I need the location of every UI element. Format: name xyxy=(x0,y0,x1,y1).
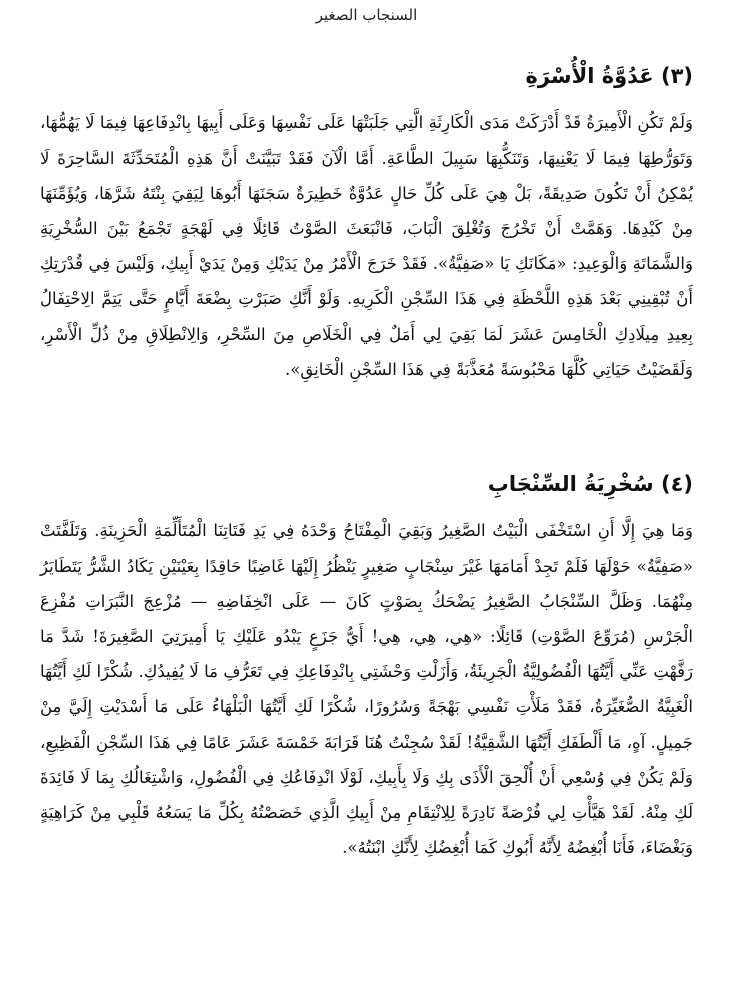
section-heading: (٣) عَدُوَّةُ الْأُسْرَةِ xyxy=(525,64,693,88)
section-paragraph: وَلَمْ تَكُنِ الْأَمِيرَةُ قَدْ أَدْرَكَتْ مَدَى الْكَارِثَةِ الَّتِي جَلَبَتْهَا عَلَى نَفْسِهَا وَعَلَى أَبِيهَا بِانْدِفَاعِهَا فِيمَا لَا يَهُمُّهَا، وَتَوَرُّطِهَا فِيمَا لَا يَعْنِيهَا، وَتَنَكُّبِهَا سَبِيلَ الطَّاعَةِ. أَمَّا الْآنَ فَقَدْ تَبَيَّنَتْ أَنَّ هَذِهِ الْمُتَحَدِّثَةَ السَّاحِرَةَ لَا يُمْكِنُ أَنْ تَكُونَ صَدِيقَةً، بَلْ هِيَ عَلَى كُلِّ حَالٍ عَدُوَّةٌ خَطِيرَةٌ سَجَنَهَا أَبُوهَا لِيَقِيَ بِنْتَهُ شَرَّهَا، وَيُؤَمِّنَهَا مِنْ كَيْدِهَا. وَهَمَّتْ أَنْ تَخْرُجَ وَتُغْلِقَ الْبَابَ، فَانْبَعَثَ الصَّوْتُ قَائِلًا فِي لَهْجَةٍ تَجْمَعُ بَيْنَ السُّخْرِيَةِ وَالشَّمَاتَةِ وَالْوَعِيدِ: «مَكَانَكِ يَا «صَفِيَّةُ». فَقَدْ خَرَجَ الْأَمْرُ مِنْ يَدَيْكِ وَمِنْ يَدَيْ أَبِيكِ، وَلَيْسَ فِي قُدْرَتِكِ أَنْ تُبْقِينِي بَعْدَ هَذِهِ اللَّحْظَةِ فِي هَذَا السِّجْنِ الْكَرِيهِ. وَلَوْ أَنَّكِ صَبَرْتِ بِضْعَةَ أَيَّامٍ حَتَّى يَتِمَّ الِاحْتِفَالُ بِعِيدِ مِيلَادِكِ الْخَامِسَ عَشَرَ لَمَا بَقِيَ لِي أَمَلٌ فِي الْخَلَاصِ مِنَ السِّحْرِ، وَالِانْطِلَاقِ مِنْ ذُلِّ الْأَسْرِ، وَلَقَضَيْتُ حَيَاتِي كُلَّهَا مَحْبُوسَةً مُعَذَّبَةً فِي هَذَا السِّجْنِ الْخَانِقِ». xyxy=(40,113,693,379)
running-header: السنجاب الصغير xyxy=(315,6,418,24)
section-paragraph: وَمَا هِيَ إِلَّا أَنِ اسْتَخْفَى الْبَيْتُ الصَّغِيرُ وَبَقِيَ الْمِفْتَاحُ وَحْدَهُ فِي يَدِ فَتَاتِنَا الْمُتَأَلِّمَةِ الْحَزِينَةِ. وَتَلَفَّتَتْ «صَفِيَّةُ» حَوْلَهَا فَلَمْ تَجِدْ أَمَامَهَا غَيْرَ سِنْجَابٍ صَغِيرٍ يَنْظُرُ إِلَيْهَا غَاضِبًا حَاقِدًا بِعَيْنَيْنِ يَكَادُ الشَّرُّ يَتَطَايَرُ مِنْهُمَا. وَظَلَّ السِّنْجَابُ الصَّغِيرُ يَضْحَكُ بِصَوْتٍ كَانَ — عَلَى انْخِفَاضِهِ — مُزْعِجَ النَّبَرَاتِ مُفْزِعَ الْجَرْسِ (مُرَوِّعَ الصَّوْتِ) قَائِلًا: «هِي، هِي، هِي! أَيُّ جَزَعٍ يَبْدُو عَلَيْكِ يَا أَمِيرَتِيَ الصَّغِيرَةَ! شَدَّ مَا رَفَّهْتِ عَنِّي أَيَّتُهَا الْفُضُولِيَّةُ الْجَرِيئَةُ، وَأَزَلْتِ وَحْشَتِي بِانْدِفَاعِكِ فِي تَعَرُّفِ مَا لَا يُفِيدُكِ. شُكْرًا لَكِ أَيَّتُهَا الْغَبِيَّةُ الصُّغَيِّرَةُ، فَقَدْ مَلَأْتِ نَفْسِي بَهْجَةً وَسُرُورًا، شُكْرًا لَكِ أَيَّتُهَا الْبَلْهَاءُ عَلَى مَا أَسْدَيْتِ إِلَيَّ مِنْ جَمِيلٍ. آهٍ، مَا أَلْطَفَكِ أَيَّتُهَا الشَّقِيَّةُ! لَقَدْ سُجِنْتُ هُنَا قَرَابَةَ خَمْسَةَ عَشَرَ عَامًا فِي هَذَا السِّجْنِ الْفَظِيعِ، وَلَمْ يَكُنْ فِي وُسْعِي أَنْ أُلْحِقَ الْأَذَى بِكِ وَلَا بِأَبِيكِ، لَوْلَا انْدِفَاعُكِ فِي الْفُضُولِ، وَاشْتِغَالُكِ بِمَا لَا فَائِدَةَ لَكِ مِنْهُ. لَقَدْ هَيَّأْتِ لِي فُرْصَةً نَادِرَةً لِلِانْتِقَامِ مِنْ أَبِيكِ الَّذِي خَصَصْتُهُ بِكُلِّ مَا يَسَعُهُ قَلْبِي مِنْ كَرَاهِيَةٍ وَبَغْضَاءَ، فَأَنَا أُبْغِضُهُ لِأَنَّهُ أَبُوكِ كَمَا أُبْغِضُكِ لِأَنَّكِ ابْنَتُهُ». xyxy=(40,521,693,858)
section-4 xyxy=(40,470,693,865)
section-3 xyxy=(40,62,693,387)
section-heading: (٤) سُخْرِيَةُ السِّنْجَابِ xyxy=(487,472,693,496)
